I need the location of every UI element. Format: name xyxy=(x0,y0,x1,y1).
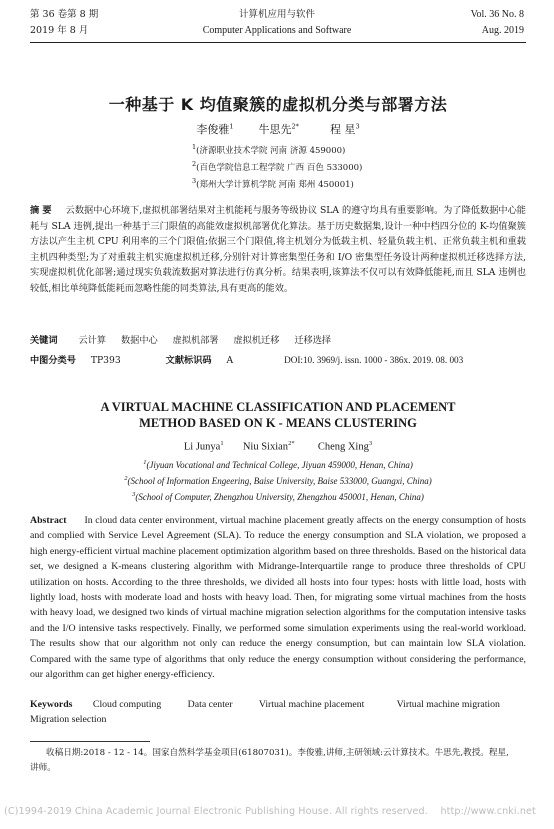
affiliation-cn-3: $^3$(郑州大学计算机学院 河南 郑州 450001) xyxy=(192,176,354,190)
volume-cn: 第 36 卷第 8 期 xyxy=(30,9,99,20)
authors-cn xyxy=(30,121,526,137)
clc-value: TP393 xyxy=(90,355,121,366)
keyword-cn: 虚拟机迁移 xyxy=(233,335,280,346)
doi: DOI:10. 3969/j. issn. 1000 - 386x. 2019. 08. 003 xyxy=(284,355,464,365)
author-3-cn: 程 星 xyxy=(329,123,356,136)
authors-en: Li Junya$^1$ Niu Sixian$^{2*}$ Cheng Xing$^3$ xyxy=(183,440,373,453)
date-cn: 2019 年 8 月 xyxy=(30,25,89,36)
keyword-en: Cloud computing xyxy=(92,699,162,710)
affiliation-en-1: $^1$(Jiyuan Vocational and Technical College, Jiyuan 459000, Henan, China) xyxy=(143,459,413,470)
abstract-cn xyxy=(30,203,526,296)
classification-line xyxy=(30,353,526,369)
paper-title-en-line2: METHOD BASED ON K - MEANS CLUSTERING xyxy=(139,416,417,430)
footnote-line-2: 讲师。 xyxy=(30,763,56,773)
keywords-label-cn: 关键词 xyxy=(30,335,58,346)
affiliation-en-3: $^3$(School of Computer, Zhengzhou University, Zhengzhou 450001, Henan, China) xyxy=(132,491,424,502)
footnote-rule xyxy=(30,741,150,742)
journal-name-en: Computer Applications and Software xyxy=(202,25,352,36)
keyword-cn: 迁移选择 xyxy=(294,335,332,346)
abstract-text-en: In cloud data center environment, virtual machine placement greatly affects on the energy consumption of hosts and complied with Service Level Agreement (SLA). To reduce the energy consumption and SLA violation, we proposed a high energy-efficient virtual machine placement optimization algorithm based on three thresholds. Based on the historical data set, we designed a K-means clustering algorithm with Midrange-Interquartile range to produce three thresholds of CPU utilization on hosts. According to the three thresholds, we divided all hosts into four types: hosts with little load, hosts with lightly load, hosts with moderate load and hosts with heavy load. Then, for migrating some virtual machines from the hosts with heavy load, we designed two kinds of virtual machine migration selection algorithms for the computation intensive tasks and the I/O intensive tasks respectively. Finally, we performed some simulation experiments using the real-world workload. The results show that our algorithm not only can reduce the energy consumption, but can maintain low SLA violation. Compared with the same type of algorithms that only reduce the energy consumption without considering the performance, our algorithm can get higher energy-efficiency. xyxy=(30,515,526,681)
keyword-cn: 虚拟机部署 xyxy=(172,335,219,346)
footnote xyxy=(30,746,526,776)
keyword-en: Virtual machine placement xyxy=(258,699,365,710)
paper-title-en-line1: A VIRTUAL MACHINE CLASSIFICATION AND PLACEMENT xyxy=(100,400,456,414)
abstract-text-cn: 云数据中心环境下,虚拟机部署结果对主机能耗与服务等级协议 SLA 的遵守均具有重要影响。为了降低数据中心能耗与 SLA 违例,提出一种基于三门限值的高能效虚拟机部署优化算法。基于历史数据集,设计一种中档四分位的 K-均值聚簇方法以产生主机 CPU 利用率的三个门限值;依据三个门限值,将主机划分为低载主机、轻量负载主机、正常负载主机和重载主机四种类型;为了对重载主机实施虚拟机迁移,分别针对计算密集型任务和 I/O 密集型任务设计两种虚拟机迁移选择方法,实现虚拟机优化部署;通过现实负载流数据对算法进行仿真分析。结果表明,该算法不仅可以有效降低能耗,而且 SLA 违例也较低,相比单纯降低能耗而忽略性能的同类算法,具有更高的能效。 xyxy=(30,205,526,294)
author-1-en: Li Junya xyxy=(183,441,221,453)
author-3-en: Cheng Xing xyxy=(317,441,369,453)
author-2-cn: 牛思先 xyxy=(258,123,292,136)
keyword-en: Virtual machine migration xyxy=(396,699,500,710)
paper-title-cn: 一种基于 K 均值聚簇的虚拟机分类与部署方法 xyxy=(108,95,448,114)
doc-code-value: A xyxy=(226,355,234,366)
affiliations-cn xyxy=(192,141,362,191)
keyword-cn: 数据中心 xyxy=(120,335,158,346)
abstract-en xyxy=(30,513,526,682)
doc-code-label: 文献标识码 xyxy=(165,355,212,366)
author-1-sup: 1 xyxy=(229,122,234,131)
date-en: Aug. 2019 xyxy=(481,25,524,36)
keywords-cn xyxy=(30,333,526,349)
keywords-en xyxy=(30,697,526,728)
copyright-notice: (C)1994-2019 China Academic Journal Electronic Publishing House. All rights reserved. http://www.cnki.net xyxy=(4,806,536,817)
keyword-cn: 云计算 xyxy=(78,335,107,346)
affiliation-cn-2: $^2$(百色学院信息工程学院 广西 百色 533000) xyxy=(192,159,363,173)
affiliation-en-2: $^2$(School of Information Engeering, Baise University, Baise 533000, Guangxi, China) xyxy=(124,475,432,486)
keywords-label-en: Keywords xyxy=(30,699,73,710)
abstract-label-cn: 摘 要 xyxy=(30,205,52,216)
clc-label: 中图分类号 xyxy=(30,355,76,366)
volume-en: Vol. 36 No. 8 xyxy=(470,9,524,20)
journal-name-cn: 计算机应用与软件 xyxy=(238,9,315,20)
author-3-sup: 3 xyxy=(355,122,360,131)
affiliations-en xyxy=(30,456,526,504)
abstract-label-en: Abstract xyxy=(30,515,67,526)
author-2-sup: 2* xyxy=(291,122,299,131)
header-rule xyxy=(30,42,526,43)
footnote-line-1: 收稿日期:2018 - 12 - 14。国家自然科学基金项目(61807031)。李俊雅,讲师,主研领域:云计算技术。牛思先,教授。程星, xyxy=(46,748,509,758)
paper-title-en xyxy=(30,399,526,431)
author-2-en: Niu Sixian xyxy=(242,441,289,453)
author-1-cn: 李俊雅 xyxy=(196,123,230,136)
affiliation-cn-1: $^1$(济源职业技术学院 河南 济源 459000) xyxy=(192,143,346,156)
keyword-en: Data center xyxy=(187,699,233,710)
keyword-en: Migration selection xyxy=(30,714,107,726)
